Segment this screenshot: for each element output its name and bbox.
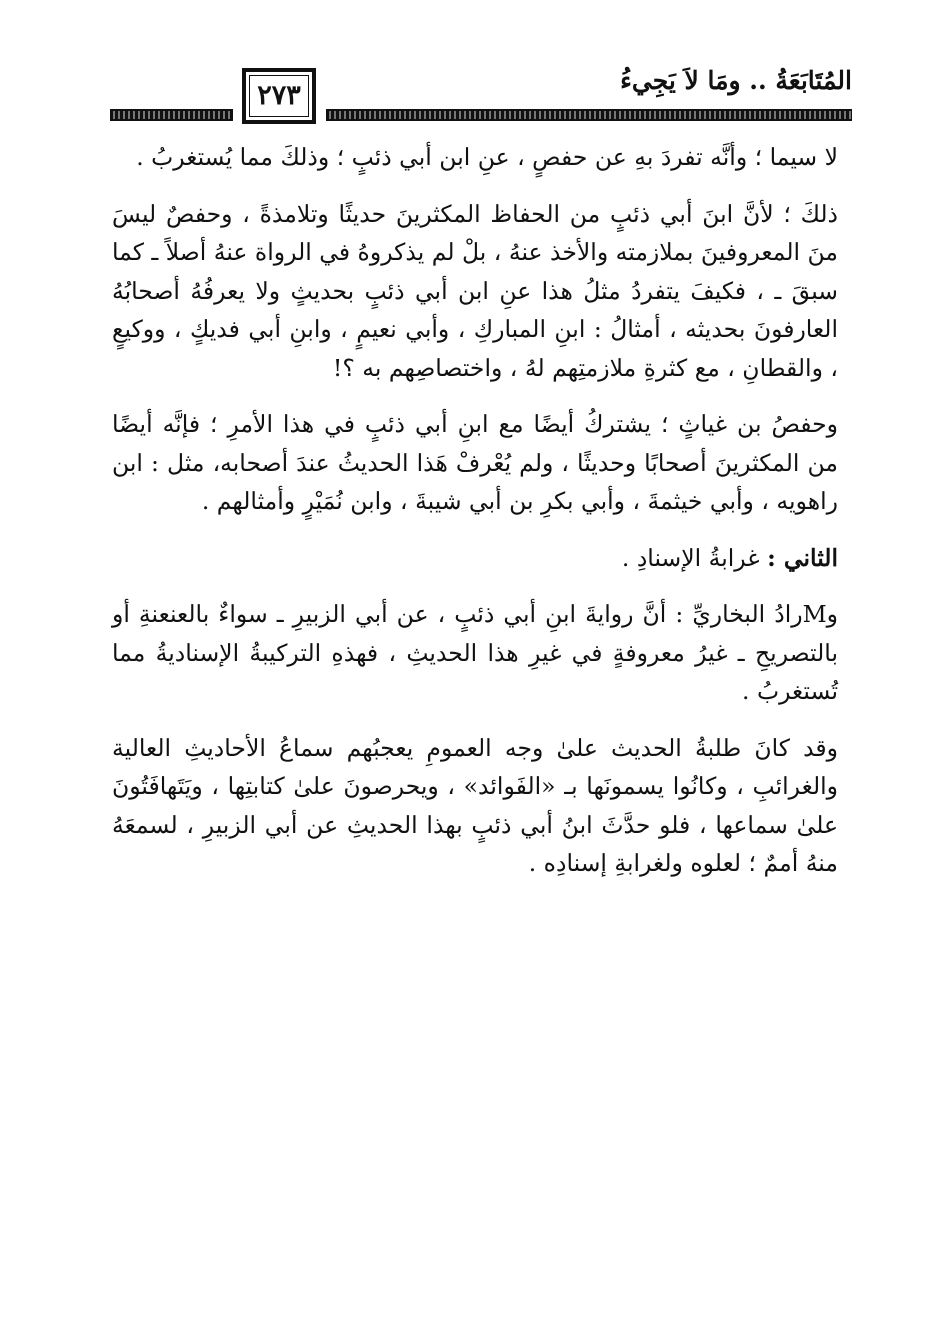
paragraph-4: وMرادُ البخاريِّ : أنَّ روايةَ ابنِ أبي ذئبٍ ، عن أبي الزبيرِ ـ سواءٌ بالعنعنةِ أو بالتصريحِ ـ غيرُ معروفةٍ في غيرِ هذا الحديثِ ، فهذهِ التركيبةُ الإسناديةُ مما تُستغربُ . — [112, 600, 838, 705]
section-heading — [112, 539, 838, 578]
paragraph-5: وقد كانَ طلبةُ الحديث علىٰ وجه العمومِ يعجبُهم سماعُ الأحاديثِ العالية والغرائبِ ، وكانُوا يسمونَها بـ «الفَوائد» ، ويحرصونَ علىٰ كتابتِها ، ويَتَهافَتُونَ علىٰ سماعها ، فلو حدَّثَ ابنُ أبي ذئبٍ بهذا الحديثِ عن أبي الزبيرِ ، لسمعَهُ منهُ أممٌ ؛ لعلوه ولغرابةِ إسنادِه . — [112, 733, 838, 877]
running-title: المُتَابَعَةُ .. ومَا لاَ يَجِيءُ — [620, 66, 852, 95]
paragraph-1: لا سيما ؛ وأنَّه تفردَ بهِ عن حفصٍ ، عنِ ابن أبي ذئبٍ ؛ وذلكَ مما يُستغربُ . — [136, 143, 838, 171]
section-label: الثاني : — [767, 543, 838, 572]
page-header — [110, 60, 852, 130]
paragraph-2: ذلكَ ؛ لأنَّ ابنَ أبي ذئبٍ من الحفاظ المكثرينَ حديثًا وتلامذةً ، وحفصٌ ليسَ منَ المعروفينَ بملازمته والأخذ عنهُ ، بلْ لم يذكروهُ في الرواة عنهُ أصلاً ـ كما سبقَ ـ ، فكيفَ يتفردُ مثلُ هذا عنِ ابن أبي ذئبٍ بحديثٍ ولا يعرفُهُ أصحابُهُ العارفونَ بحديثه ، أمثالُ : ابنِ المباركِ ، وأبي نعيمٍ ، وابنِ أبي فديكٍ ، ووكيعٍ ، والقطانِ ، مع كثرةِ ملازمتِهم لهُ ، واختصاصِهم به ؟! — [112, 199, 838, 382]
section-text: غرابةُ الإسنادِ . — [621, 543, 760, 572]
page-body — [112, 138, 838, 883]
page-number: ٢٧٣ — [242, 68, 316, 124]
header-rule-right — [326, 109, 852, 121]
paragraph-3: وحفصُ بن غياثٍ ؛ يشتركُ أيضًا مع ابنِ أبي ذئبٍ في هذا الأمرِ ؛ فإنَّه أيضًا من المكثرينَ أصحابًا وحديثًا ، ولم يُعْرفْ هَذا الحديثُ عندَ أصحابه، مثل : ابن راهويه ، وأبي خيثمةَ ، وأبي بكرِ بن أبي شيبةَ ، وابن نُمَيْرٍ وأمثالهم . — [112, 410, 838, 515]
header-rule-left — [110, 109, 233, 121]
